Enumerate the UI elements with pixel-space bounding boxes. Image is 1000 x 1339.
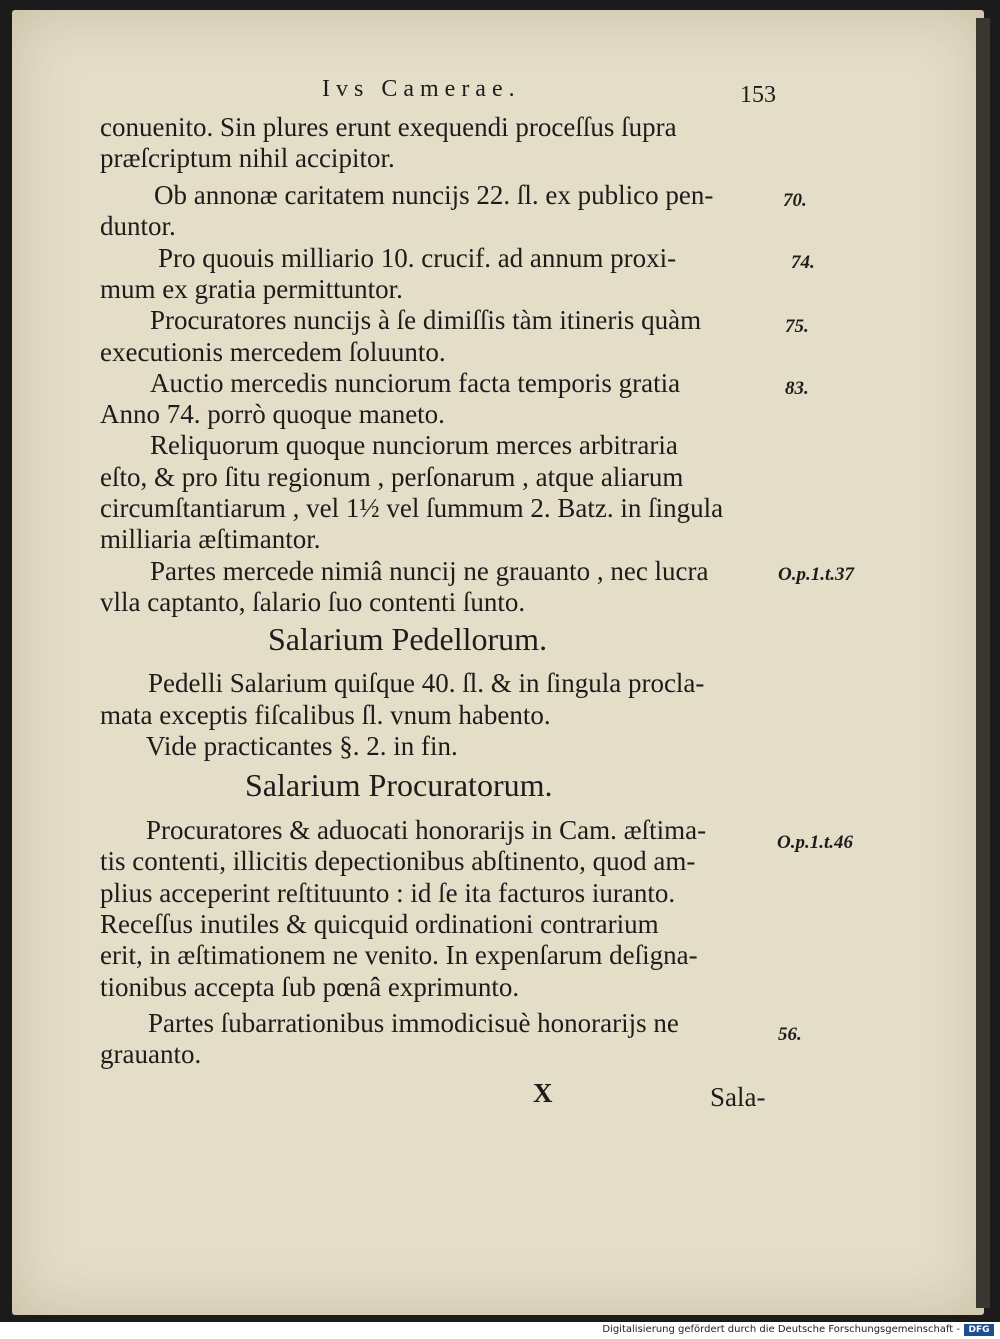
- funding-credit: Digitalisierung gefördert durch die Deutsche Forschungsgemeinschaft -: [602, 1324, 960, 1335]
- text-line: circumſtantiarum , vel 1½ vel ſummum 2. Batz. in ſingula: [100, 493, 724, 523]
- margin-note: O.p.1.t.37: [778, 564, 854, 585]
- text-line: præſcriptum nihil accipitor.: [100, 143, 395, 173]
- text-line: eſto, & pro ſitu regionum , perſonarum , atque aliarum: [100, 462, 684, 492]
- text-line: mum ex gratia permittuntor.: [100, 274, 403, 304]
- running-title: Ivs Camerae.: [322, 76, 521, 102]
- text-line: erit, in æſtimationem ne venito. In expenſarum deſigna-: [100, 940, 698, 970]
- text-line: Anno 74. porrò quoque maneto.: [100, 399, 445, 429]
- text-line: Pedelli Salarium quiſque 40. ſl. & in ſingula procla-: [148, 668, 705, 698]
- text-line: Reliquorum quoque nunciorum merces arbitraria: [150, 430, 678, 460]
- section-heading: Salarium Procuratorum.: [245, 767, 553, 803]
- margin-note: 56.: [778, 1024, 802, 1045]
- text-line: plius acceperint reſtituunto : id ſe ita facturos iuranto.: [100, 878, 676, 908]
- margin-note: O.p.1.t.46: [777, 832, 853, 853]
- text-line: grauanto.: [100, 1039, 202, 1069]
- margin-note: 70.: [783, 190, 807, 211]
- text-line: tionibus accepta ſub pœnâ exprimunto.: [100, 972, 520, 1002]
- margin-note: 75.: [785, 316, 809, 337]
- text-line: Pro quouis milliario 10. crucif. ad annum proxi-: [158, 243, 677, 273]
- page-number: 153: [740, 82, 776, 108]
- dfg-logo: DFG: [964, 1324, 994, 1336]
- text-line: Ob annonæ caritatem nuncijs 22. ſl. ex publico pen-: [154, 180, 714, 210]
- text-line: milliaria æſtimantor.: [100, 524, 321, 554]
- text-line: Auctio mercedis nunciorum facta temporis gratia: [150, 368, 681, 398]
- text-line: Partes mercede nimiâ nuncij ne grauanto , nec lucra: [150, 556, 709, 586]
- catchword: Sala-: [710, 1082, 766, 1112]
- text-line: duntor.: [100, 211, 176, 241]
- text-line: Receſſus inutiles & quicquid ordinationi contrarium: [100, 909, 659, 939]
- margin-note: 74.: [791, 252, 815, 273]
- section-heading: Salarium Pedellorum.: [268, 621, 548, 657]
- text-line: vlla captanto, ſalario ſuo contenti ſunto.: [100, 587, 526, 617]
- footer-bar: [0, 1322, 1000, 1339]
- page-edge: [976, 18, 990, 1308]
- text-line: Procuratores & aduocati honorarijs in Cam. æſtima-: [146, 815, 707, 845]
- text-line: Partes ſubarrationibus immodicisuè honorarijs ne: [148, 1008, 679, 1038]
- text-line: executionis mercedem ſoluunto.: [100, 337, 446, 367]
- text-line: Vide practicantes §. 2. in fin.: [146, 731, 458, 761]
- text-line: mata exceptis fiſcalibus ſl. vnum habento.: [100, 700, 551, 730]
- text-line: Procuratores nuncijs à ſe dimiſſis tàm itineris quàm: [150, 305, 702, 335]
- signature-mark: X: [533, 1078, 553, 1108]
- margin-note: 83.: [785, 378, 809, 399]
- text-line: conuenito. Sin plures erunt exequendi proceſſus ſupra: [100, 112, 677, 142]
- text-line: tis contenti, illicitis depectionibus abſtinento, quod am-: [100, 846, 696, 876]
